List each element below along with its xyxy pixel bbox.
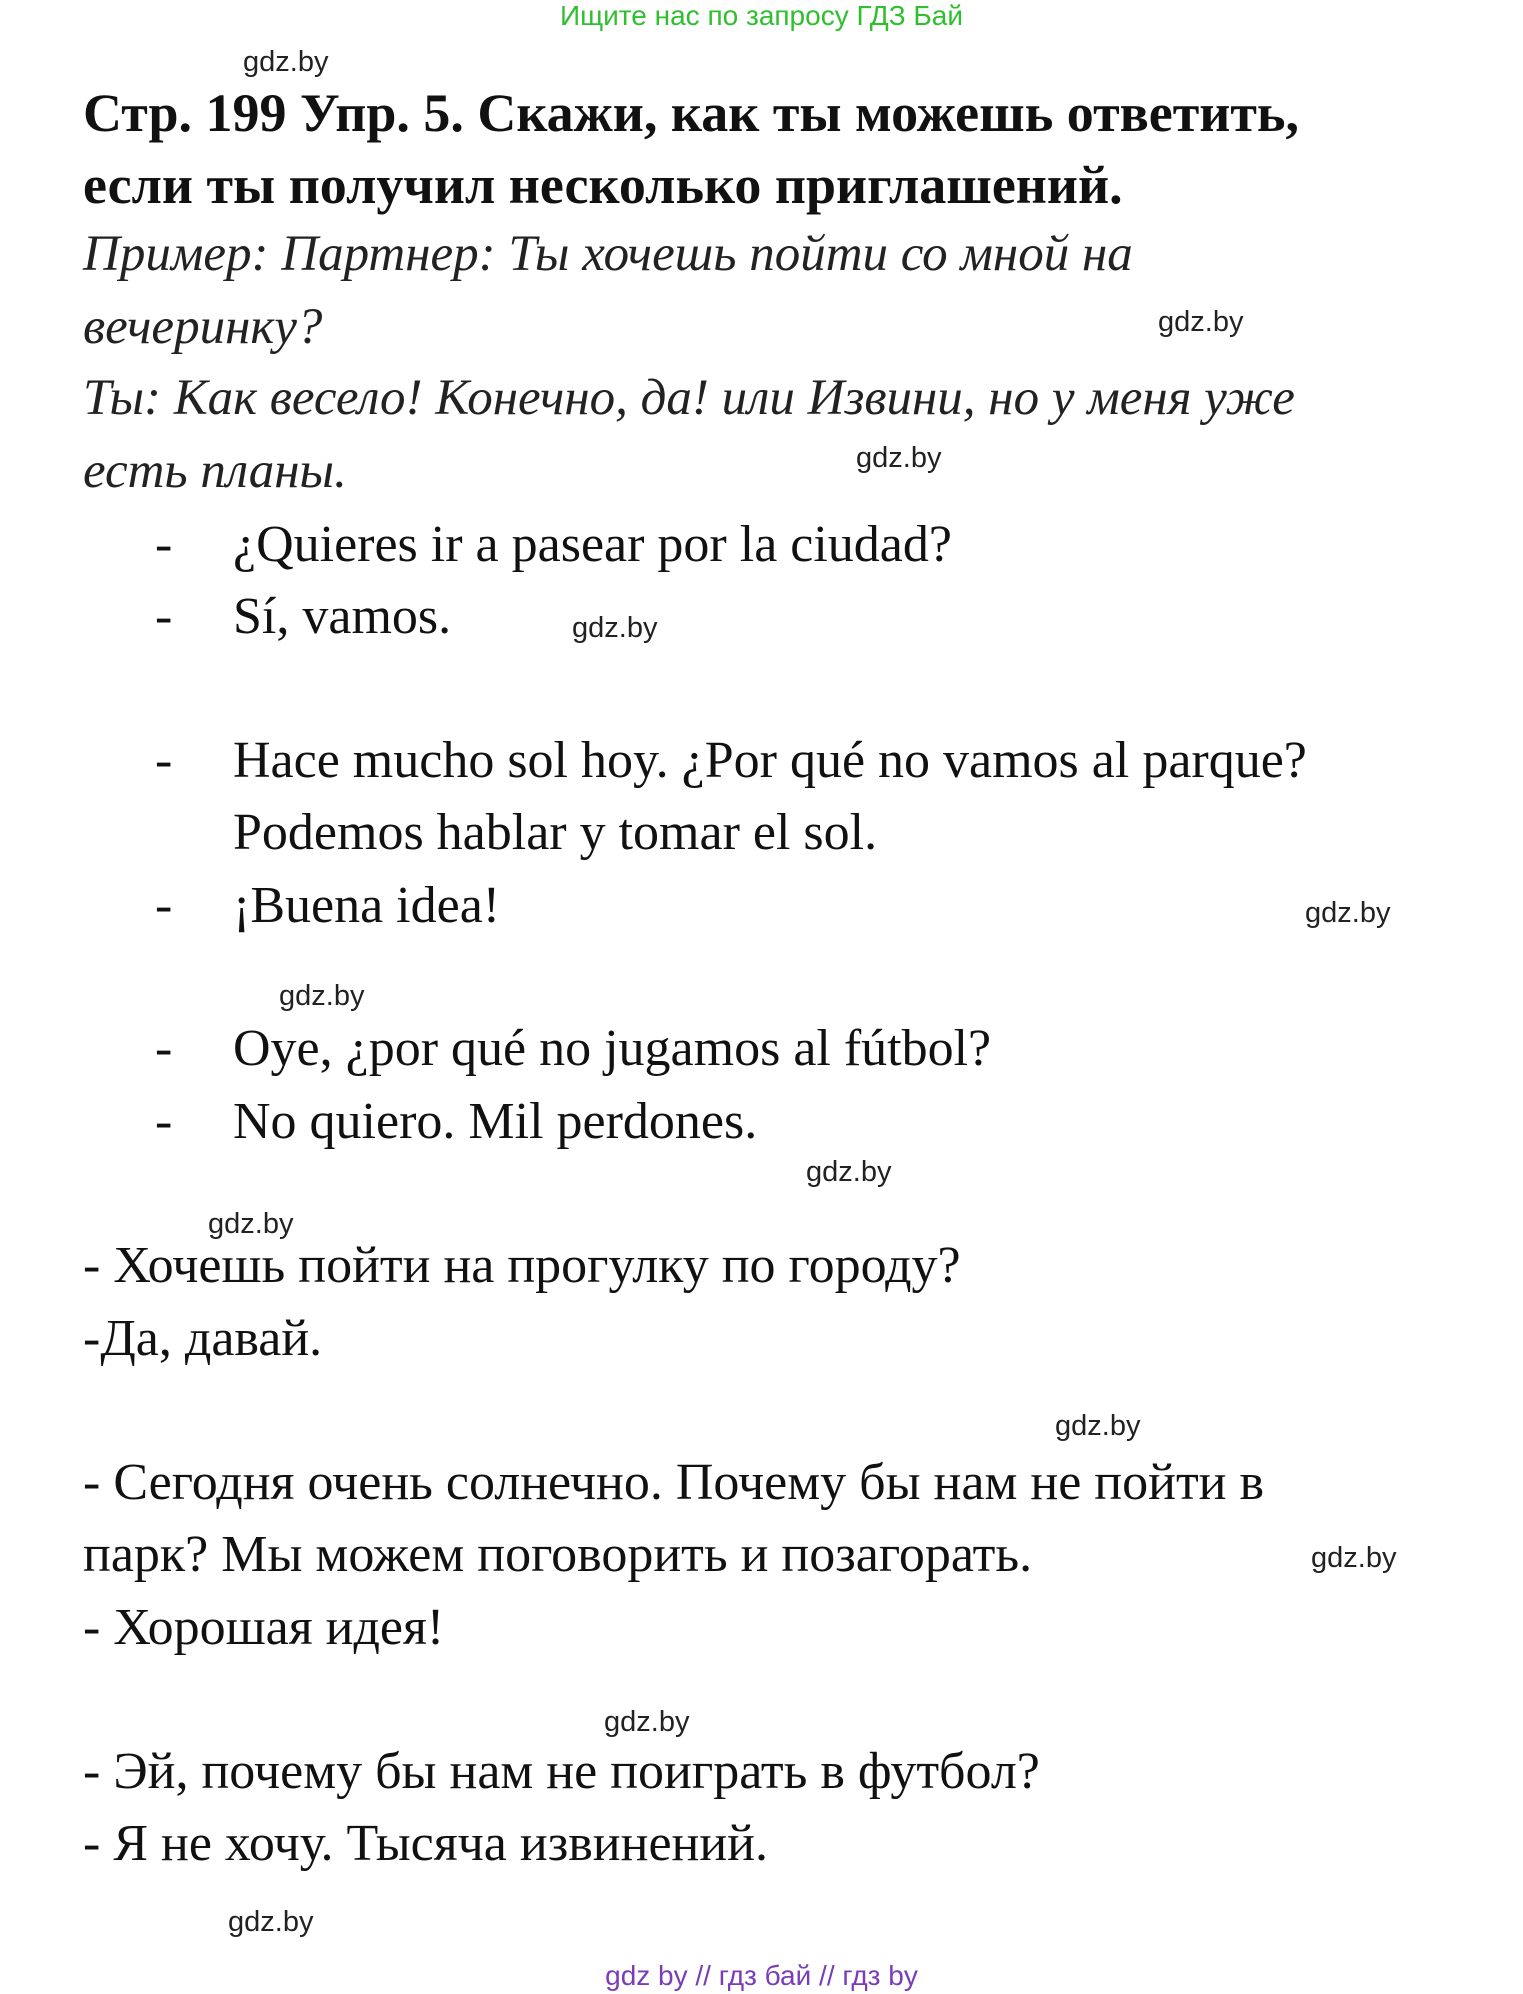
- top-banner-link[interactable]: Ищите нас по запросу ГДЗ Бай: [559, 0, 964, 31]
- dialogue-dash: -: [155, 516, 173, 573]
- watermark: gdz.by: [228, 1906, 314, 1938]
- watermark: gdz.by: [243, 46, 329, 78]
- spanish-line: Oye, ¿por qué no jugamos al fútbol?: [233, 1020, 992, 1077]
- spanish-line: Podemos hablar y tomar el sol.: [233, 804, 878, 861]
- watermark: gdz.by: [806, 1156, 892, 1188]
- dialogue-dash: -: [155, 1093, 173, 1150]
- spanish-line: Sí, vamos.: [233, 588, 452, 645]
- spanish-line: ¿Quieres ir a pasear por la ciudad?: [233, 516, 952, 573]
- exercise-heading-line-2: если ты получил несколько приглашений.: [83, 155, 1123, 215]
- russian-line: - Я не хочу. Тысяча извинений.: [83, 1815, 769, 1872]
- example-line: Пример: Партнер: Ты хочешь пойти со мной на: [83, 226, 1133, 282]
- exercise-heading-line-1: Стр. 199 Упр. 5. Скажи, как ты можешь ответить,: [83, 83, 1299, 143]
- dialogue-dash: -: [155, 877, 173, 934]
- russian-line: парк? Мы можем поговорить и позагорать.: [83, 1526, 1033, 1583]
- russian-line: - Хорошая идея!: [83, 1599, 445, 1656]
- spanish-line: No quiero. Mil perdones.: [233, 1093, 758, 1150]
- example-line: вечеринку?: [83, 299, 323, 355]
- watermark: gdz.by: [1158, 306, 1244, 338]
- watermark: gdz.by: [572, 612, 658, 644]
- dialogue-dash: -: [155, 732, 173, 789]
- footer-links[interactable]: gdz by // гдз бай // гдз by: [605, 1960, 918, 1991]
- spanish-line: ¡Buena idea!: [233, 877, 501, 934]
- watermark: gdz.by: [1311, 1542, 1397, 1574]
- russian-line: -Да, давай.: [83, 1310, 323, 1367]
- watermark: gdz.by: [1055, 1410, 1141, 1442]
- watermark: gdz.by: [856, 442, 942, 474]
- watermark: gdz.by: [279, 980, 365, 1012]
- example-line: есть планы.: [83, 443, 347, 499]
- dialogue-dash: -: [155, 1020, 173, 1077]
- watermark: gdz.by: [208, 1208, 294, 1240]
- russian-line: - Хочешь пойти на прогулку по городу?: [83, 1237, 961, 1294]
- example-line: Ты: Как весело! Конечно, да! или Извини, но у меня уже: [83, 370, 1295, 426]
- spanish-line: Hace mucho sol hoy. ¿Por qué no vamos al parque?: [233, 732, 1307, 789]
- russian-line: - Эй, почему бы нам не поиграть в футбол?: [83, 1743, 1040, 1800]
- russian-line: - Сегодня очень солнечно. Почему бы нам не пойти в: [83, 1454, 1265, 1511]
- watermark: gdz.by: [1305, 897, 1391, 929]
- dialogue-dash: -: [155, 588, 173, 645]
- watermark: gdz.by: [604, 1706, 690, 1738]
